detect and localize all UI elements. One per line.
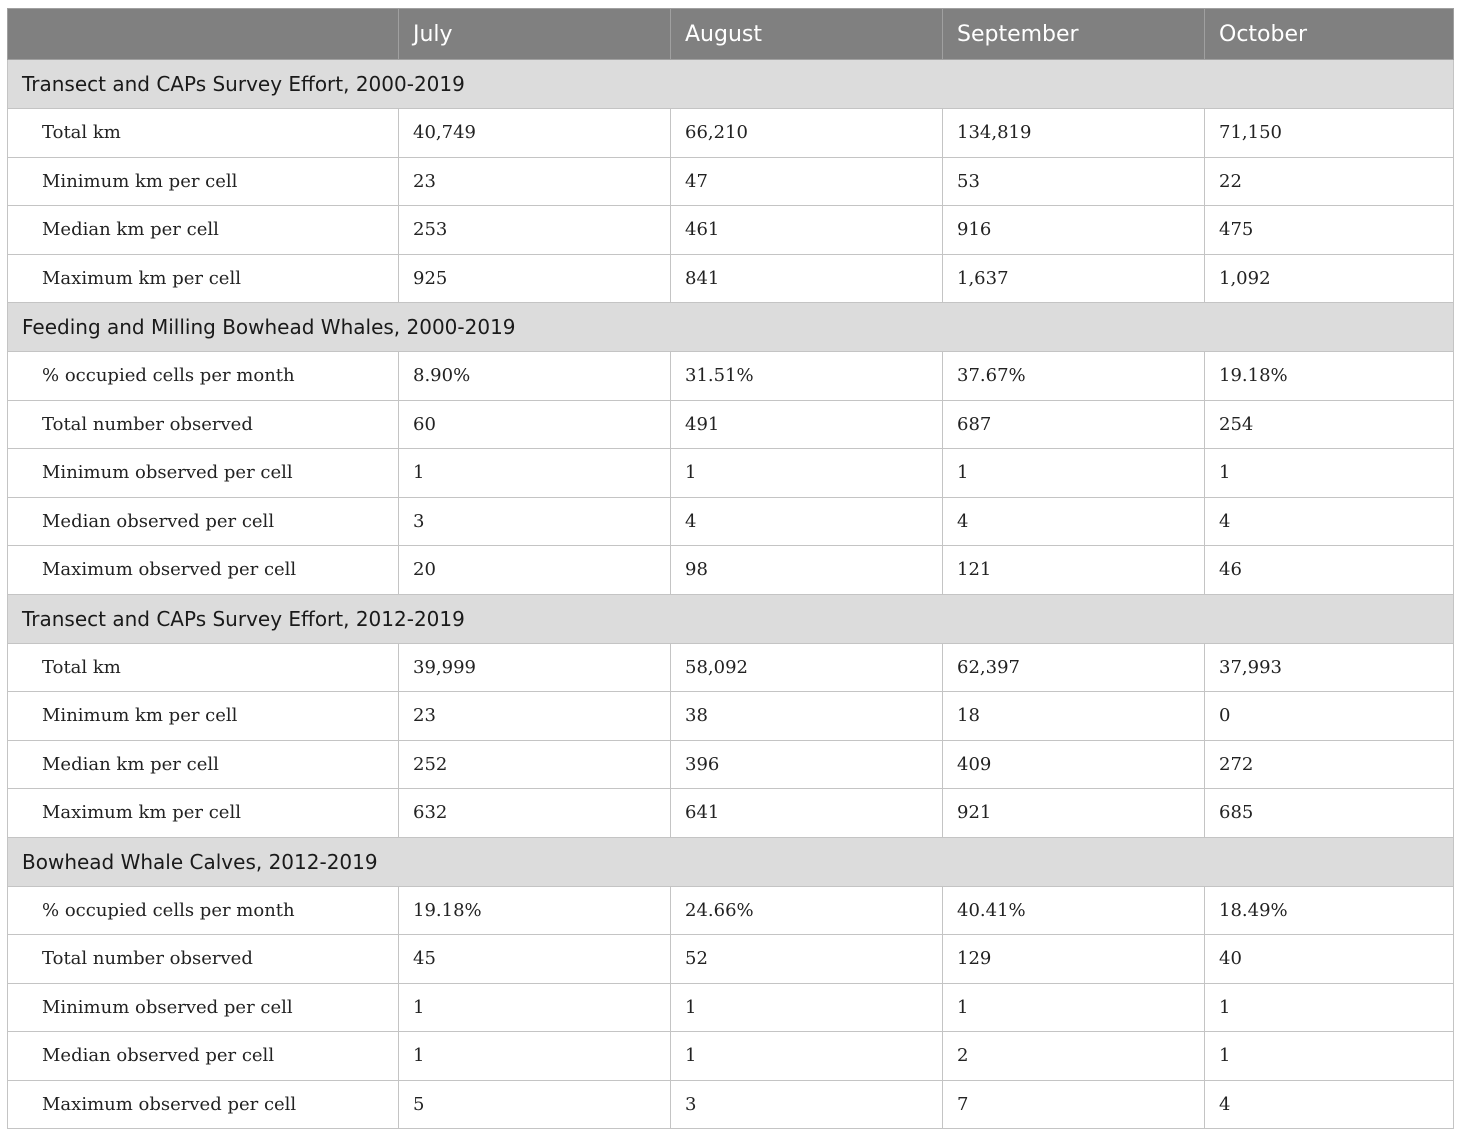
- table-row: [8, 740, 1454, 789]
- table-cell: 19.18%: [1205, 352, 1454, 401]
- section-title: Feeding and Milling Bowhead Whales, 2000-2019: [8, 303, 1454, 352]
- table-cell: 1: [1205, 449, 1454, 498]
- table-cell: 254: [1205, 400, 1454, 449]
- row-label: Median observed per cell: [8, 497, 399, 546]
- table-row: [8, 789, 1454, 838]
- table-cell: 1: [399, 983, 671, 1032]
- table-cell: 31.51%: [671, 352, 943, 401]
- table-cell: 1: [1205, 983, 1454, 1032]
- table-cell: 45: [399, 935, 671, 984]
- section-title: Transect and CAPs Survey Effort, 2000-2019: [8, 60, 1454, 109]
- row-label: Maximum observed per cell: [8, 546, 399, 595]
- table-cell: 38: [671, 692, 943, 741]
- row-label: % occupied cells per month: [8, 352, 399, 401]
- table-row: [8, 935, 1454, 984]
- table-row: [8, 449, 1454, 498]
- table-cell: 24.66%: [671, 886, 943, 935]
- row-label: Minimum km per cell: [8, 157, 399, 206]
- table-row: [8, 983, 1454, 1032]
- table-cell: 60: [399, 400, 671, 449]
- table-cell: 1,637: [943, 254, 1205, 303]
- row-label: Minimum observed per cell: [8, 449, 399, 498]
- table-cell: 632: [399, 789, 671, 838]
- section-row: [8, 594, 1454, 643]
- table-cell: 18.49%: [1205, 886, 1454, 935]
- table-cell: 0: [1205, 692, 1454, 741]
- table-row: [8, 254, 1454, 303]
- row-label: Maximum km per cell: [8, 254, 399, 303]
- table-cell: 641: [671, 789, 943, 838]
- table-cell: 66,210: [671, 109, 943, 158]
- row-label: Total number observed: [8, 400, 399, 449]
- section-title: Transect and CAPs Survey Effort, 2012-2019: [8, 594, 1454, 643]
- table-cell: 8.90%: [399, 352, 671, 401]
- data-table-container: [7, 8, 1453, 1129]
- header-row: [8, 9, 1454, 60]
- table-body: [8, 60, 1454, 1129]
- table-cell: 40.41%: [943, 886, 1205, 935]
- table-row: [8, 157, 1454, 206]
- table-cell: 40: [1205, 935, 1454, 984]
- table-cell: 1: [943, 449, 1205, 498]
- table-cell: 37.67%: [943, 352, 1205, 401]
- row-label: Median km per cell: [8, 740, 399, 789]
- table-cell: 19.18%: [399, 886, 671, 935]
- table-cell: 1: [1205, 1032, 1454, 1081]
- table-cell: 62,397: [943, 643, 1205, 692]
- table-cell: 121: [943, 546, 1205, 595]
- row-label: Total km: [8, 109, 399, 158]
- table-row: [8, 692, 1454, 741]
- row-label: Maximum km per cell: [8, 789, 399, 838]
- table-cell: 253: [399, 206, 671, 255]
- table-cell: 23: [399, 157, 671, 206]
- table-cell: 1: [671, 449, 943, 498]
- table-row: [8, 546, 1454, 595]
- header-cell-october: October: [1205, 9, 1454, 60]
- table-cell: 5: [399, 1080, 671, 1129]
- table-cell: 18: [943, 692, 1205, 741]
- table-cell: 1: [399, 449, 671, 498]
- table-cell: 409: [943, 740, 1205, 789]
- table-cell: 1: [671, 983, 943, 1032]
- header-cell-july: July: [399, 9, 671, 60]
- table-cell: 129: [943, 935, 1205, 984]
- table-cell: 37,993: [1205, 643, 1454, 692]
- row-label: Median observed per cell: [8, 1032, 399, 1081]
- table-cell: 4: [1205, 497, 1454, 546]
- header-cell-august: August: [671, 9, 943, 60]
- table-cell: 1: [671, 1032, 943, 1081]
- section-row: [8, 303, 1454, 352]
- row-label: % occupied cells per month: [8, 886, 399, 935]
- table-cell: 23: [399, 692, 671, 741]
- table-row: [8, 109, 1454, 158]
- row-label: Total number observed: [8, 935, 399, 984]
- table-cell: 22: [1205, 157, 1454, 206]
- table-cell: 52: [671, 935, 943, 984]
- table-cell: 47: [671, 157, 943, 206]
- table-row: [8, 352, 1454, 401]
- table-row: [8, 206, 1454, 255]
- table-cell: 687: [943, 400, 1205, 449]
- table-cell: 40,749: [399, 109, 671, 158]
- section-row: [8, 60, 1454, 109]
- table-cell: 272: [1205, 740, 1454, 789]
- row-label: Maximum observed per cell: [8, 1080, 399, 1129]
- table-cell: 39,999: [399, 643, 671, 692]
- table-cell: 685: [1205, 789, 1454, 838]
- table-cell: 4: [671, 497, 943, 546]
- table-cell: 491: [671, 400, 943, 449]
- table-cell: 58,092: [671, 643, 943, 692]
- table-row: [8, 1080, 1454, 1129]
- table-cell: 1: [943, 983, 1205, 1032]
- header-cell-blank: [8, 9, 399, 60]
- table-cell: 4: [943, 497, 1205, 546]
- table-cell: 20: [399, 546, 671, 595]
- table-cell: 3: [671, 1080, 943, 1129]
- table-cell: 98: [671, 546, 943, 595]
- row-label: Minimum km per cell: [8, 692, 399, 741]
- table-row: [8, 497, 1454, 546]
- row-label: Median km per cell: [8, 206, 399, 255]
- table-cell: 1: [399, 1032, 671, 1081]
- table-cell: 2: [943, 1032, 1205, 1081]
- table-row: [8, 400, 1454, 449]
- table-cell: 921: [943, 789, 1205, 838]
- table-cell: 46: [1205, 546, 1454, 595]
- table-cell: 925: [399, 254, 671, 303]
- section-title: Bowhead Whale Calves, 2012-2019: [8, 837, 1454, 886]
- table-cell: 7: [943, 1080, 1205, 1129]
- table-cell: 1,092: [1205, 254, 1454, 303]
- table-cell: 4: [1205, 1080, 1454, 1129]
- table-cell: 71,150: [1205, 109, 1454, 158]
- table-cell: 916: [943, 206, 1205, 255]
- table-row: [8, 886, 1454, 935]
- table-row: [8, 643, 1454, 692]
- header-cell-september: September: [943, 9, 1205, 60]
- row-label: Minimum observed per cell: [8, 983, 399, 1032]
- table-cell: 841: [671, 254, 943, 303]
- table-cell: 396: [671, 740, 943, 789]
- table-cell: 475: [1205, 206, 1454, 255]
- monthly-summary-table: [7, 8, 1454, 1129]
- table-cell: 134,819: [943, 109, 1205, 158]
- table-cell: 252: [399, 740, 671, 789]
- table-row: [8, 1032, 1454, 1081]
- table-cell: 53: [943, 157, 1205, 206]
- row-label: Total km: [8, 643, 399, 692]
- table-cell: 3: [399, 497, 671, 546]
- section-row: [8, 837, 1454, 886]
- table-cell: 461: [671, 206, 943, 255]
